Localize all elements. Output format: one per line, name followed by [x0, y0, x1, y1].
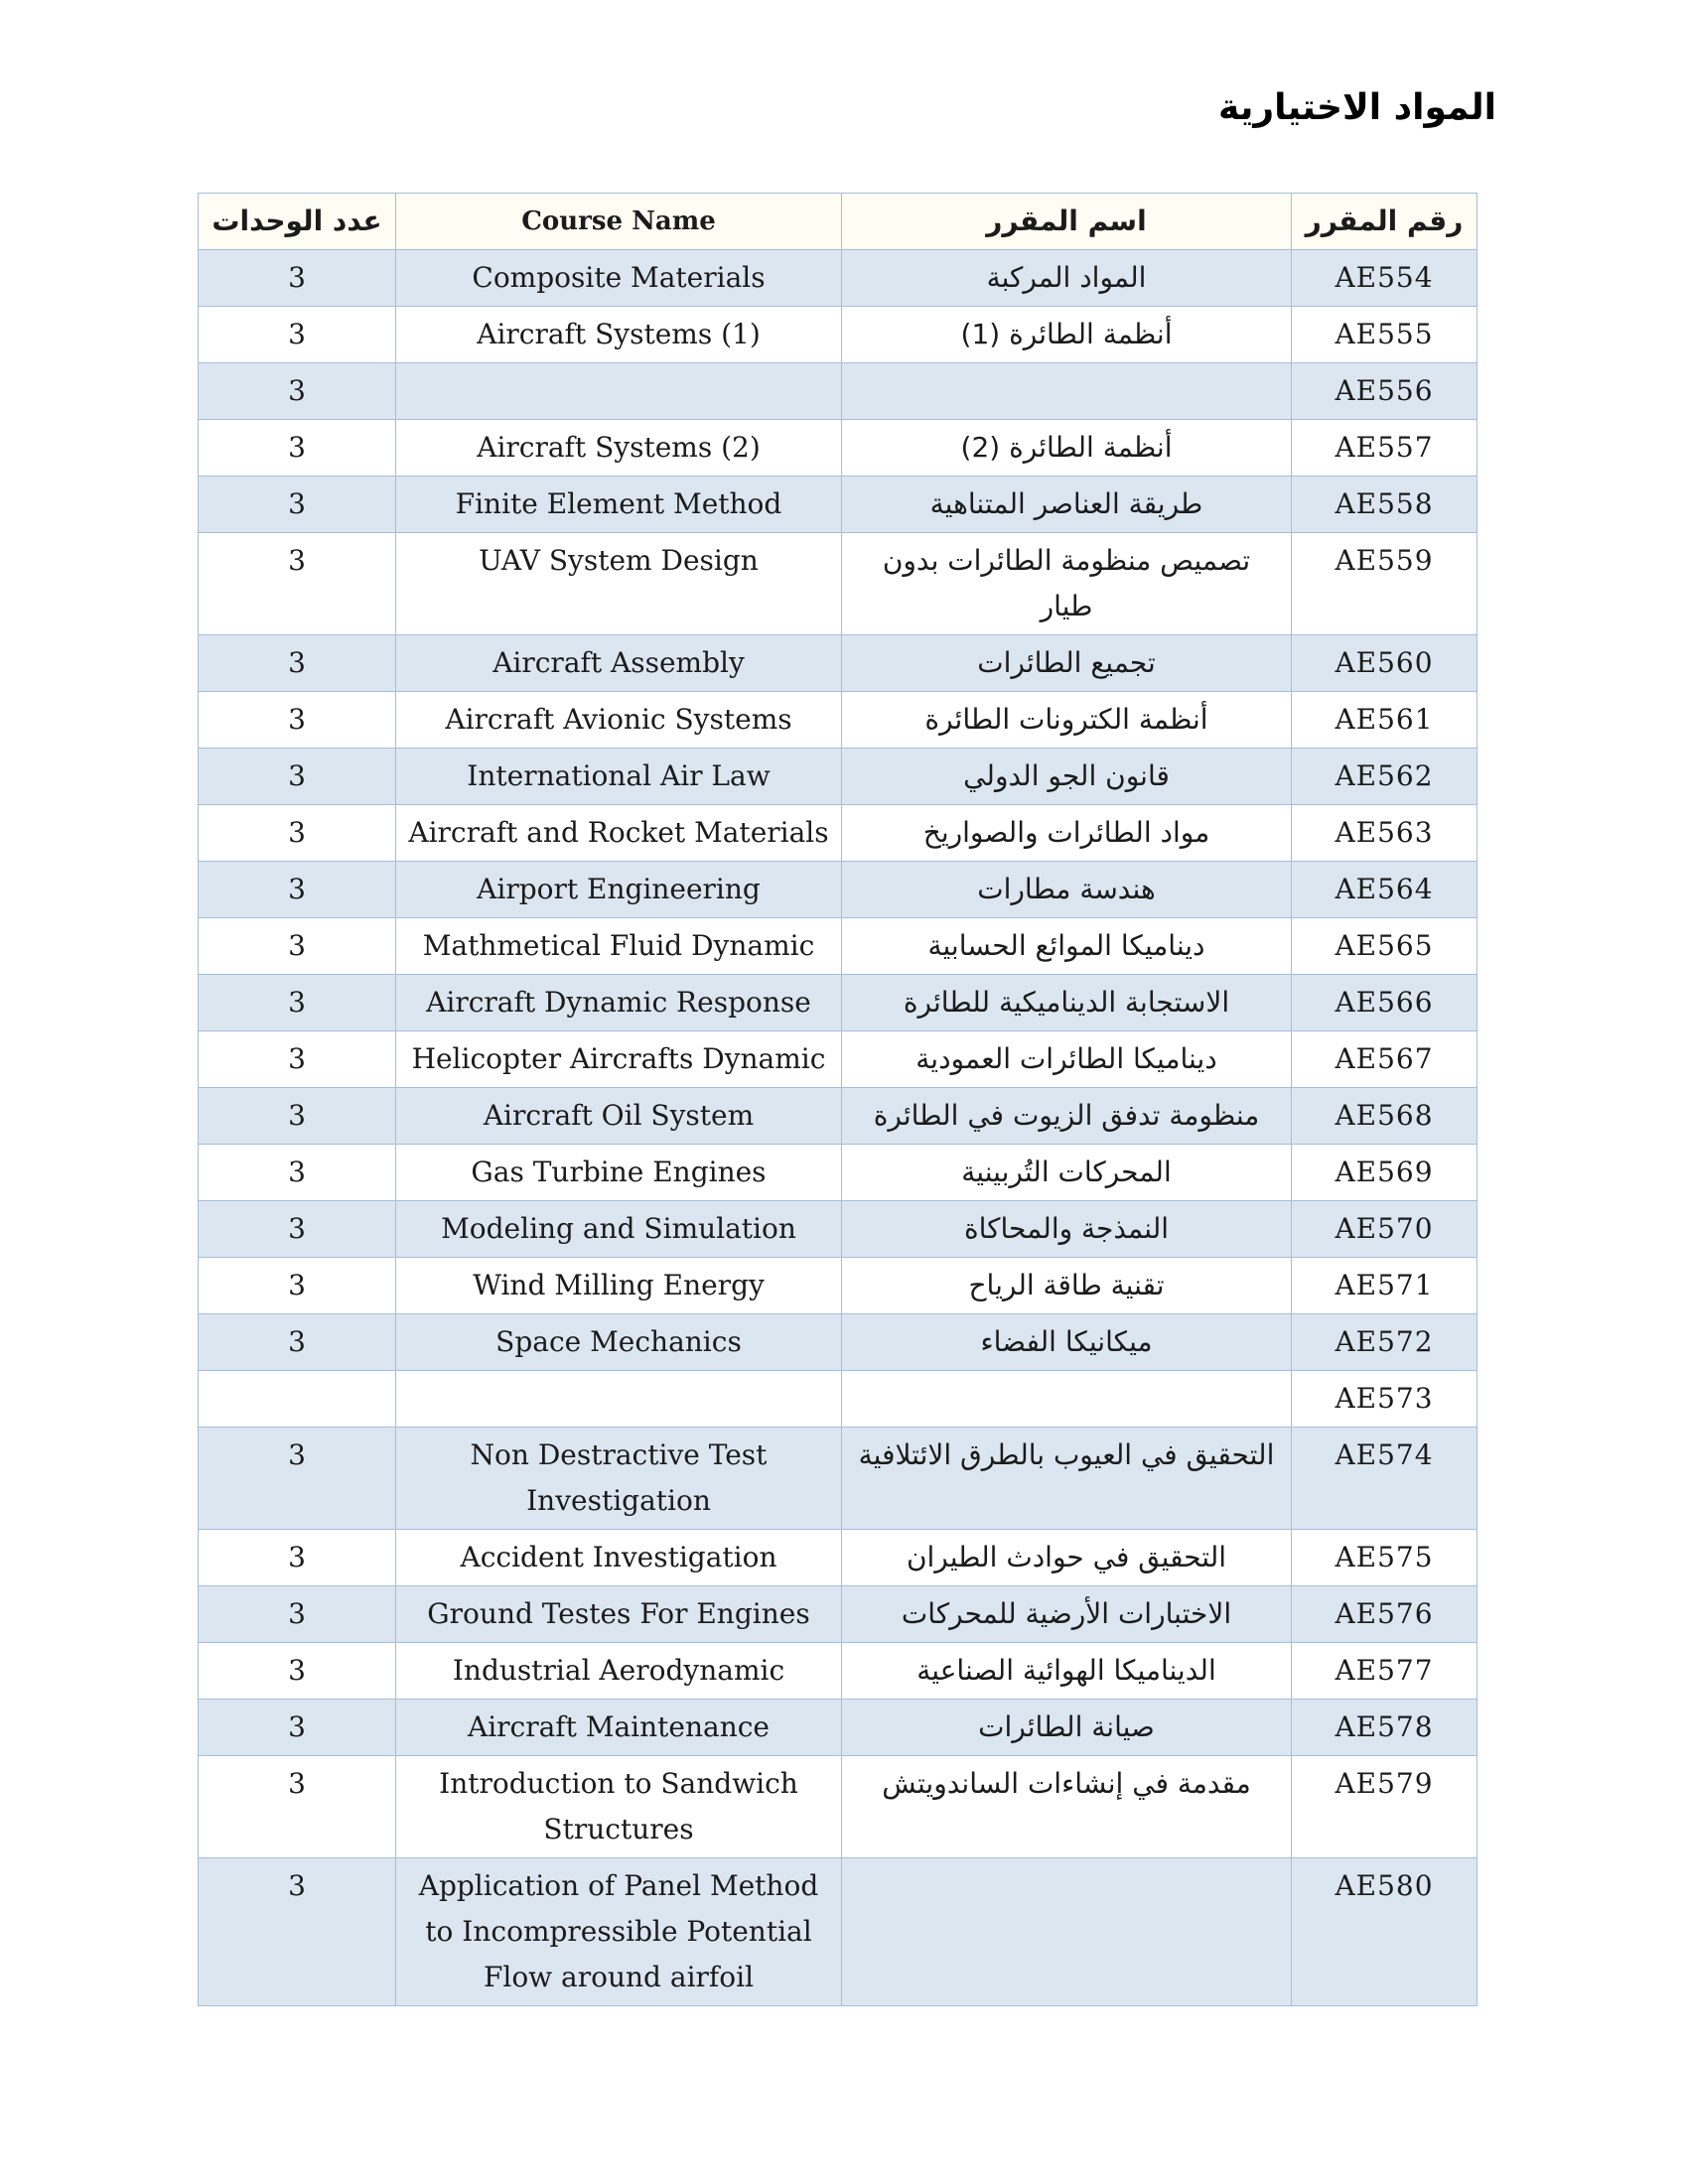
course-name-english-cell: Wind Milling Energy	[396, 1258, 842, 1314]
course-name-english-cell: Modeling and Simulation	[396, 1201, 842, 1258]
table-row	[199, 363, 1477, 420]
elective-courses-table	[198, 193, 1477, 2006]
course-name-english-cell: International Air Law	[396, 749, 842, 805]
units-count-cell: 3	[199, 805, 396, 862]
course-number-cell: AE554	[1292, 250, 1477, 307]
course-number-cell: AE571	[1292, 1258, 1477, 1314]
table-row	[199, 1088, 1477, 1145]
course-name-english-cell: Introduction to Sandwich Structures	[396, 1756, 842, 1858]
course-number-cell: AE561	[1292, 692, 1477, 749]
course-name-english-cell: Industrial Aerodynamic	[396, 1643, 842, 1700]
table-row	[199, 1586, 1477, 1643]
course-name-english-cell: Ground Testes For Engines	[396, 1586, 842, 1643]
table-row	[199, 1201, 1477, 1258]
course-name-english-cell: Aircraft Dynamic Response	[396, 975, 842, 1031]
units-count-cell	[199, 1371, 396, 1428]
units-count-cell: 3	[199, 307, 396, 363]
units-count-cell: 3	[199, 1258, 396, 1314]
course-number-cell: AE578	[1292, 1700, 1477, 1756]
course-number-cell: AE567	[1292, 1031, 1477, 1088]
course-name-english-cell: Aircraft Assembly	[396, 635, 842, 692]
course-name-arabic-cell: التحقيق في العيوب بالطرق الائتلافية	[842, 1428, 1292, 1530]
units-count-cell: 3	[199, 1201, 396, 1258]
course-name-arabic-cell: مواد الطائرات والصواريخ	[842, 805, 1292, 862]
course-name-english-cell: Space Mechanics	[396, 1314, 842, 1371]
header-course-name-arabic: اسم المقرر	[842, 194, 1292, 250]
table-row	[199, 1428, 1477, 1530]
course-name-arabic-cell: أنظمة الطائرة (1)	[842, 307, 1292, 363]
course-name-arabic-cell: تقنية طاقة الرياح	[842, 1258, 1292, 1314]
units-count-cell: 3	[199, 533, 396, 635]
units-count-cell: 3	[199, 975, 396, 1031]
course-number-cell: AE576	[1292, 1586, 1477, 1643]
course-number-cell: AE580	[1292, 1858, 1477, 2006]
units-count-cell: 3	[199, 1031, 396, 1088]
table-row	[199, 862, 1477, 918]
table-row	[199, 918, 1477, 975]
course-name-arabic-cell: ديناميكا الطائرات العمودية	[842, 1031, 1292, 1088]
units-count-cell: 3	[199, 1088, 396, 1145]
course-name-english-cell: Aircraft Maintenance	[396, 1700, 842, 1756]
units-count-cell: 3	[199, 1700, 396, 1756]
course-number-cell: AE570	[1292, 1201, 1477, 1258]
units-count-cell: 3	[199, 1314, 396, 1371]
table-body	[199, 250, 1477, 2006]
course-number-cell: AE573	[1292, 1371, 1477, 1428]
course-name-arabic-cell: قانون الجو الدولي	[842, 749, 1292, 805]
course-name-arabic-cell: مقدمة في إنشاءات الساندويتش	[842, 1756, 1292, 1858]
units-count-cell: 3	[199, 363, 396, 420]
table-row	[199, 1700, 1477, 1756]
course-name-arabic-cell: الاستجابة الديناميكية للطائرة	[842, 975, 1292, 1031]
course-name-arabic-cell: النمذجة والمحاكاة	[842, 1201, 1292, 1258]
course-name-arabic-cell: طريقة العناصر المتناهية	[842, 477, 1292, 533]
course-name-arabic-cell: الديناميكا الهوائية الصناعية	[842, 1643, 1292, 1700]
course-name-arabic-cell: الاختبارات الأرضية للمحركات	[842, 1586, 1292, 1643]
table-row	[199, 635, 1477, 692]
course-name-arabic-cell	[842, 1858, 1292, 2006]
units-count-cell: 3	[199, 1858, 396, 2006]
course-name-english-cell: Aircraft Systems (1)	[396, 307, 842, 363]
course-name-arabic-cell: تجميع الطائرات	[842, 635, 1292, 692]
course-number-cell: AE558	[1292, 477, 1477, 533]
table-row	[199, 1530, 1477, 1586]
course-name-english-cell	[396, 1371, 842, 1428]
course-number-cell: AE559	[1292, 533, 1477, 635]
header-course-number: رقم المقرر	[1292, 194, 1477, 250]
course-name-arabic-cell: صيانة الطائرات	[842, 1700, 1292, 1756]
header-units-count: عدد الوحدات	[199, 194, 396, 250]
units-count-cell: 3	[199, 1586, 396, 1643]
course-name-arabic-cell: أنظمة الطائرة (2)	[842, 420, 1292, 477]
course-number-cell: AE572	[1292, 1314, 1477, 1371]
course-name-arabic-cell: المحركات التُربينية	[842, 1145, 1292, 1201]
course-number-cell: AE556	[1292, 363, 1477, 420]
course-name-english-cell: Aircraft Systems (2)	[396, 420, 842, 477]
course-number-cell: AE563	[1292, 805, 1477, 862]
table-row	[199, 1031, 1477, 1088]
units-count-cell: 3	[199, 250, 396, 307]
course-number-cell: AE574	[1292, 1428, 1477, 1530]
course-name-english-cell: UAV System Design	[396, 533, 842, 635]
course-name-arabic-cell: المواد المركبة	[842, 250, 1292, 307]
table-row	[199, 1145, 1477, 1201]
course-name-english-cell: Helicopter Aircrafts Dynamic	[396, 1031, 842, 1088]
course-name-english-cell: Gas Turbine Engines	[396, 1145, 842, 1201]
units-count-cell: 3	[199, 692, 396, 749]
units-count-cell: 3	[199, 477, 396, 533]
table-row	[199, 1756, 1477, 1858]
course-name-arabic-cell: التحقيق في حوادث الطيران	[842, 1530, 1292, 1586]
table-row	[199, 1371, 1477, 1428]
units-count-cell: 3	[199, 1756, 396, 1858]
units-count-cell: 3	[199, 1530, 396, 1586]
course-name-arabic-cell: ديناميكا الموائع الحسابية	[842, 918, 1292, 975]
table-row	[199, 1258, 1477, 1314]
units-count-cell: 3	[199, 1145, 396, 1201]
units-count-cell: 3	[199, 420, 396, 477]
course-name-english-cell: Airport Engineering	[396, 862, 842, 918]
course-name-english-cell: Composite Materials	[396, 250, 842, 307]
course-number-cell: AE577	[1292, 1643, 1477, 1700]
course-name-english-cell	[396, 363, 842, 420]
course-number-cell: AE564	[1292, 862, 1477, 918]
table-row	[199, 307, 1477, 363]
units-count-cell: 3	[199, 862, 396, 918]
header-course-name-english: Course Name	[396, 194, 842, 250]
course-name-arabic-cell	[842, 363, 1292, 420]
table-row	[199, 1643, 1477, 1700]
course-number-cell: AE569	[1292, 1145, 1477, 1201]
course-name-english-cell: Non Destractive Test Investigation	[396, 1428, 842, 1530]
course-number-cell: AE560	[1292, 635, 1477, 692]
table-row	[199, 805, 1477, 862]
units-count-cell: 3	[199, 1428, 396, 1530]
course-name-english-cell: Application of Panel Method to Incompressible Potential Flow around airfoil	[396, 1858, 842, 2006]
course-number-cell: AE562	[1292, 749, 1477, 805]
table-row	[199, 477, 1477, 533]
course-number-cell: AE565	[1292, 918, 1477, 975]
table-row	[199, 250, 1477, 307]
course-name-arabic-cell: منظومة تدفق الزيوت في الطائرة	[842, 1088, 1292, 1145]
course-number-cell: AE555	[1292, 307, 1477, 363]
course-name-arabic-cell: أنظمة الكترونات الطائرة	[842, 692, 1292, 749]
units-count-cell: 3	[199, 918, 396, 975]
table-row	[199, 1858, 1477, 2006]
table-row	[199, 692, 1477, 749]
table-row	[199, 749, 1477, 805]
table-row	[199, 533, 1477, 635]
course-number-cell: AE566	[1292, 975, 1477, 1031]
course-name-english-cell: Aircraft and Rocket Materials	[396, 805, 842, 862]
table-row	[199, 420, 1477, 477]
course-number-cell: AE579	[1292, 1756, 1477, 1858]
course-name-arabic-cell	[842, 1371, 1292, 1428]
table-header-row	[199, 194, 1477, 250]
table-row	[199, 975, 1477, 1031]
course-number-cell: AE575	[1292, 1530, 1477, 1586]
course-name-english-cell: Mathmetical Fluid Dynamic	[396, 918, 842, 975]
course-name-arabic-cell: تصميص منظومة الطائرات بدون طيار	[842, 533, 1292, 635]
page-title: المواد الاختيارية	[1218, 87, 1496, 128]
course-name-english-cell: Aircraft Avionic Systems	[396, 692, 842, 749]
table-row	[199, 1314, 1477, 1371]
course-number-cell: AE568	[1292, 1088, 1477, 1145]
course-number-cell: AE557	[1292, 420, 1477, 477]
units-count-cell: 3	[199, 1643, 396, 1700]
course-name-english-cell: Finite Element Method	[396, 477, 842, 533]
course-name-arabic-cell: هندسة مطارات	[842, 862, 1292, 918]
units-count-cell: 3	[199, 749, 396, 805]
course-name-arabic-cell: ميكانيكا الفضاء	[842, 1314, 1292, 1371]
course-name-english-cell: Aircraft Oil System	[396, 1088, 842, 1145]
course-name-english-cell: Accident Investigation	[396, 1530, 842, 1586]
units-count-cell: 3	[199, 635, 396, 692]
